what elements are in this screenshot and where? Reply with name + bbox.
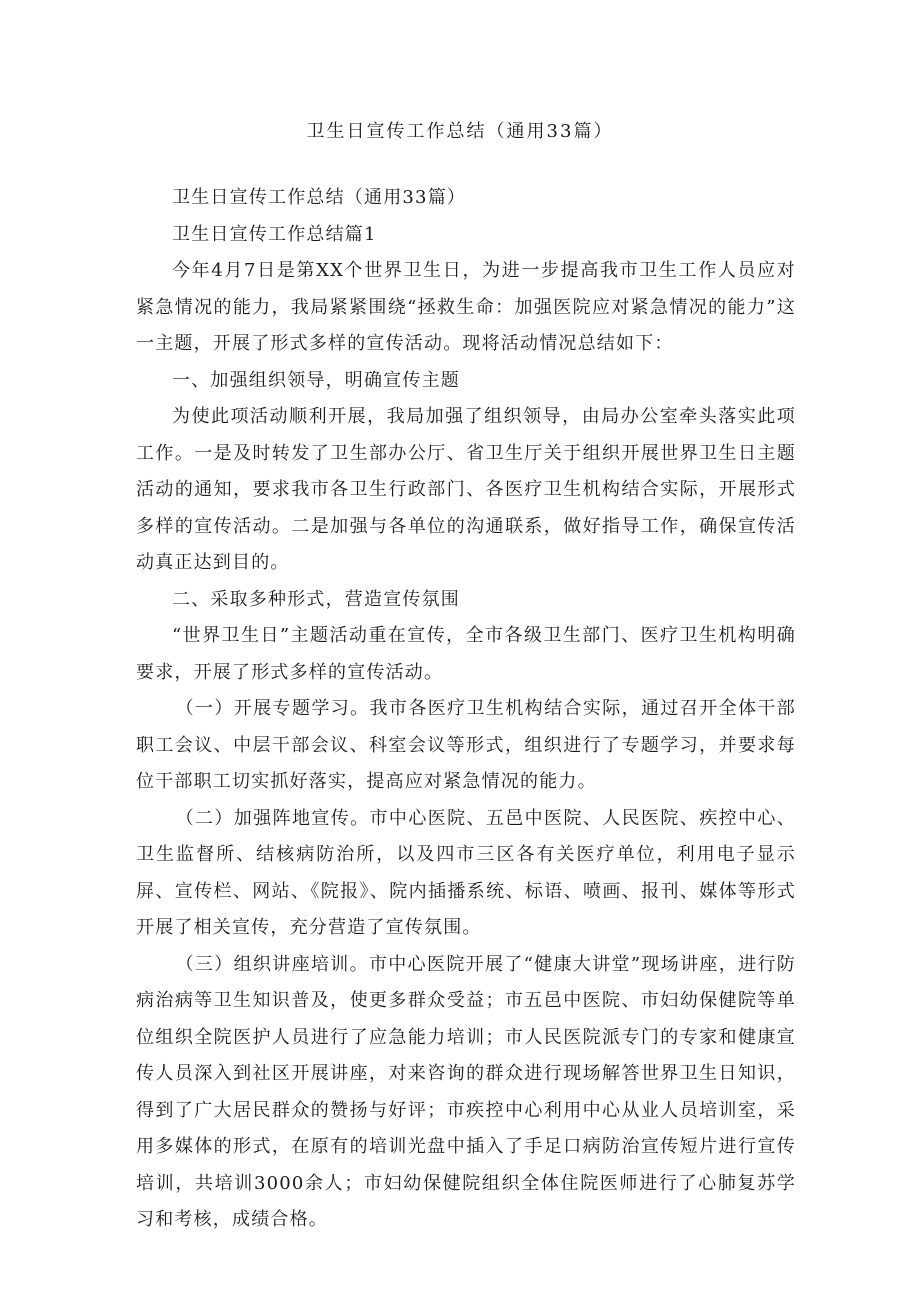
document-body bbox=[136, 180, 796, 1239]
subsection-heading: 一、加强组织领导，明确宣传主题 bbox=[172, 369, 460, 391]
subsection-heading: 二、采取多种形式，营造宣传氛围 bbox=[172, 588, 460, 610]
document-title: 卫生日宣传工作总结（通用33篇） bbox=[306, 121, 614, 142]
section-heading: 卫生日宣传工作总结篇1 bbox=[172, 223, 377, 245]
paragraph: （三）组织讲座培训。市中心医院开展了“健康大讲堂”现场讲座，进行防病治病等卫生知识普及，使更多群众受益；市五邑中医院、市妇幼保健院等单位组织全院医护人员进行了应急能力培训；市人民医院派专门的专家和健康宣传人员深入到社区开展讲座，对来咨询的群众进行现场解答世界卫生日知识，得到了广大居民群众的赞扬与好评；市疾控中心利用中心从业人员培训室，采用多媒体的形式，在原有的培训光盘中插入了手足口病防治宣传短片进行宣传培训，共培训3000余人；市妇幼保健院组织全体住院医师进行了心肺复苏学习和考核，成绩合格。 bbox=[136, 953, 796, 1230]
paragraph: “世界卫生日”主题活动重在宣传，全市各级卫生部门、医疗卫生机构明确要求，开展了形式多样的宣传活动。 bbox=[136, 625, 796, 683]
paragraph: （一）开展专题学习。我市各医疗卫生机构结合实际，通过召开全体干部职工会议、中层干部会议、科室会议等形式，组织进行了专题学习，并要求每位干部职工切实抓好落实，提高应对紧急情况的能力。 bbox=[136, 698, 796, 792]
paragraph: （二）加强阵地宣传。市中心医院、五邑中医院、人民医院、疾控中心、卫生监督所、结核病防治所，以及四市三区各有关医疗单位，利用电子显示屏、宣传栏、网站、《院报》、院内插播系统、标语、喷画、报刊、媒体等形式开展了相关宣传，充分营造了宣传氛围。 bbox=[136, 807, 796, 938]
body-heading: 卫生日宣传工作总结（通用33篇） bbox=[172, 187, 467, 208]
paragraph: 今年4月7日是第XX个世界卫生日，为进一步提高我市卫生工作人员应对紧急情况的能力，我局紧紧围绕“拯救生命：加强医院应对紧急情况的能力”这一主题，开展了形式多样的宣传活动。现将活动情况总结如下： bbox=[136, 260, 796, 354]
paragraph: 为使此项活动顺利开展，我局加强了组织领导，由局办公室牵头落实此项工作。一是及时转发了卫生部办公厅、省卫生厅关于组织开展世界卫生日主题活动的通知，要求我市各卫生行政部门、各医疗卫生机构结合实际，开展形式多样的宣传活动。二是加强与各单位的沟通联系，做好指导工作，确保宣传活动真正达到目的。 bbox=[136, 406, 796, 573]
